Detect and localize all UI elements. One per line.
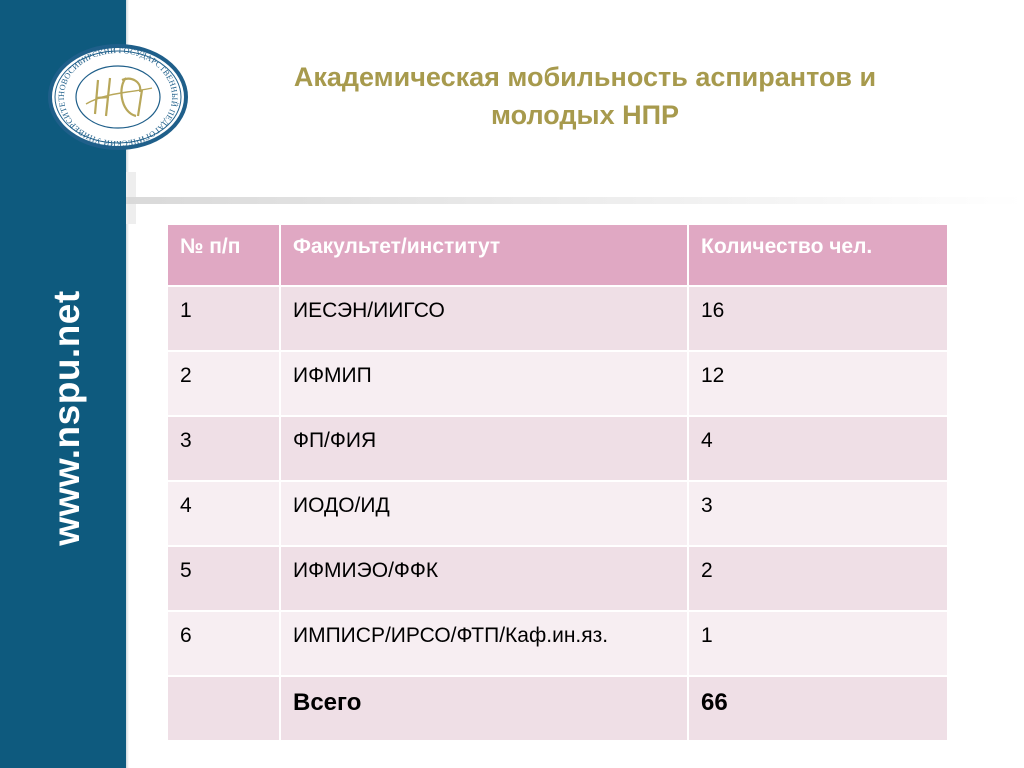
cell-number: 1	[167, 286, 280, 351]
title-line-2: молодых НПР	[491, 100, 679, 130]
header-faculty: Факультет/институт	[280, 224, 688, 286]
cell-count: 4	[688, 416, 948, 481]
cell-total-number	[167, 676, 280, 741]
cell-faculty: ИФМИП	[280, 351, 688, 416]
logo-ring-text: НОВОСИБИРСКИЙ ГОСУДАРСТВЕННЫЙ ПЕДАГОГИЧЕСКИЙ УНИВЕРСИТЕТ	[56, 45, 180, 149]
cell-faculty: ИОДО/ИД	[280, 481, 688, 546]
table-row	[167, 286, 948, 351]
cell-number: 4	[167, 481, 280, 546]
cell-number: 6	[167, 611, 280, 676]
title-divider	[126, 197, 1024, 204]
cell-faculty: ФП/ФИЯ	[280, 416, 688, 481]
table-row	[167, 416, 948, 481]
cell-count: 16	[688, 286, 948, 351]
cell-faculty: ИЕСЭН/ИИГСО	[280, 286, 688, 351]
table-row	[167, 611, 948, 676]
cell-number: 5	[167, 546, 280, 611]
slide-title	[205, 58, 965, 134]
table-row	[167, 351, 948, 416]
cell-total-label: Всего	[280, 676, 688, 741]
cell-count: 2	[688, 546, 948, 611]
table-row	[167, 481, 948, 546]
university-logo	[46, 42, 190, 152]
cell-total-count: 66	[688, 676, 948, 741]
cell-number: 2	[167, 351, 280, 416]
site-url[interactable]: www.nspu.net	[46, 290, 87, 546]
cell-count: 1	[688, 611, 948, 676]
cell-faculty: ИФМИЭО/ФФК	[280, 546, 688, 611]
cell-count: 3	[688, 481, 948, 546]
total-row	[167, 676, 948, 741]
table-header-row	[167, 224, 948, 286]
title-line-1: Академическая мобильность аспирантов и	[293, 62, 877, 92]
cell-count: 12	[688, 351, 948, 416]
mobility-table	[166, 223, 949, 742]
header-count: Количество чел.	[688, 224, 948, 286]
table-row	[167, 546, 948, 611]
cell-faculty: ИМПИСР/ИРСО/ФТП/Каф.ин.яз.	[280, 611, 688, 676]
cell-number: 3	[167, 416, 280, 481]
header-number: № п/п	[167, 224, 280, 286]
